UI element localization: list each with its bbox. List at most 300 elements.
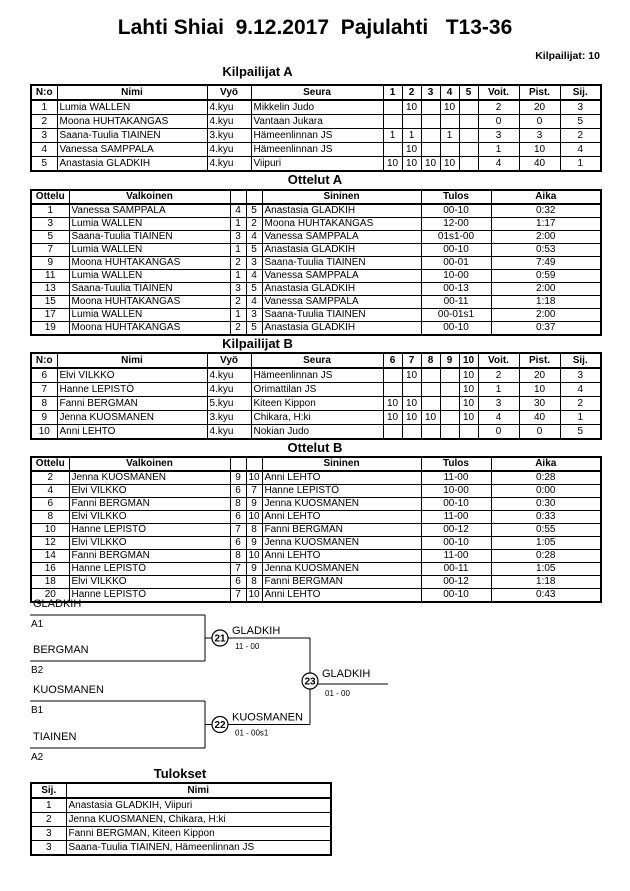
white-competitor-cell: Fanni BERGMAN (69, 550, 230, 563)
result-cell: 00-10 (421, 244, 491, 257)
white-number-cell: 6 (230, 485, 246, 498)
white-number-cell: 7 (230, 589, 246, 603)
result-cell: 00-01s1 (421, 309, 491, 322)
result-grid-cell (459, 425, 478, 440)
result-cell: 00-12 (421, 576, 491, 589)
white-competitor-cell: Hanne LEPISTÖ (69, 589, 230, 603)
white-competitor-cell: Moona HUHTAKANGAS (69, 322, 230, 336)
blue-competitor-cell: Anni LEHTO (262, 471, 421, 485)
column-header: Aika (491, 190, 601, 204)
blue-number-cell: 5 (246, 322, 262, 336)
white-competitor-cell: Fanni BERGMAN (69, 498, 230, 511)
competitor-club: Chikara, H:ki (251, 411, 383, 425)
blue-competitor-cell: Vanessa SAMPPALA (262, 231, 421, 244)
bracket-team-name: KUOSMANEN (33, 684, 104, 696)
result-grid-cell (459, 129, 478, 143)
time-cell: 1:05 (491, 537, 601, 550)
column-header: 2 (402, 85, 421, 100)
competitor-row (31, 115, 601, 129)
result-grid-cell: 10 (402, 397, 421, 411)
column-header (230, 457, 246, 471)
result-grid-cell: 10 (459, 397, 478, 411)
result-grid-cell: 10 (402, 157, 421, 172)
time-cell: 2:00 (491, 309, 601, 322)
match-row (31, 322, 601, 336)
white-number-cell: 9 (230, 471, 246, 485)
result-name-cell: Jenna KUOSMANEN, Chikara, H:ki (66, 813, 331, 827)
match-row (31, 524, 601, 537)
white-number-cell: 7 (230, 524, 246, 537)
match-row (31, 498, 601, 511)
placement-cell: 2 (560, 397, 601, 411)
result-grid-cell (459, 157, 478, 172)
column-header (246, 457, 262, 471)
bracket-team-name: GLADKIH (33, 598, 82, 610)
column-header: 6 (383, 353, 402, 368)
placement-cell: 2 (560, 129, 601, 143)
result-grid-cell: 10 (402, 411, 421, 425)
column-header: N:o (31, 85, 57, 100)
placement-cell: 3 (31, 841, 66, 856)
bracket-team-name: TIAINEN (33, 731, 77, 743)
match-row (31, 270, 601, 283)
white-competitor-cell: Hanne LEPISTÖ (69, 524, 230, 537)
result-grid-cell: 10 (440, 157, 459, 172)
result-cell: 00-11 (421, 563, 491, 576)
column-header: Pist. (519, 85, 560, 100)
competitor-club: Hämeenlinnan JS (251, 368, 383, 383)
match-row (31, 283, 601, 296)
competitor-belt: 4.kyu (207, 143, 251, 157)
result-cell: 10-00 (421, 485, 491, 498)
column-header: Pist. (519, 353, 560, 368)
table-header-row (31, 190, 601, 204)
competitor-club: Hämeenlinnan JS (251, 129, 383, 143)
blue-competitor-cell: Jenna KUOSMANEN (262, 537, 421, 550)
result-grid-cell (440, 143, 459, 157)
time-cell: 0:59 (491, 270, 601, 283)
column-header: Seura (251, 353, 383, 368)
white-competitor-cell: Elvi VILKKO (69, 485, 230, 498)
time-cell: 0:00 (491, 485, 601, 498)
result-cell: 11-00 (421, 550, 491, 563)
bracket-winner-name: KUOSMANEN (232, 711, 303, 724)
result-grid-cell: 10 (402, 100, 421, 115)
match-row (31, 471, 601, 485)
competitor-club: Orimattilan JS (251, 383, 383, 397)
competitor-club: Hämeenlinnan JS (251, 143, 383, 157)
white-number-cell: 4 (230, 204, 246, 218)
competitor-name: Jenna KUOSMANEN (57, 411, 207, 425)
white-competitor-cell: Lumia WALLEN (69, 218, 230, 231)
result-grid-cell: 10 (459, 383, 478, 397)
result-grid-cell: 1 (440, 129, 459, 143)
result-grid-cell: 10 (440, 100, 459, 115)
match-number: 22 (214, 720, 226, 731)
column-header: Voit. (478, 353, 519, 368)
column-header: 10 (459, 353, 478, 368)
bracket-seed: B1 (31, 705, 44, 716)
match-number-cell: 11 (31, 270, 69, 283)
white-number-cell: 1 (230, 218, 246, 231)
competitor-name: Elvi VILKKO (57, 368, 207, 383)
competitor-belt: 3.kyu (207, 411, 251, 425)
match-number-cell: 1 (31, 204, 69, 218)
result-grid-cell (383, 100, 402, 115)
match-number-cell: 4 (31, 485, 69, 498)
section-title-kilpailijat-a: Kilpailijat A (222, 64, 293, 79)
competitor-name: Vanessa SAMPPALA (57, 143, 207, 157)
result-cell: 00-10 (421, 322, 491, 336)
result-grid-cell: 10 (383, 397, 402, 411)
result-grid-cell: 10 (383, 157, 402, 172)
white-competitor-cell: Saana-Tuulia TIAINEN (69, 283, 230, 296)
blue-number-cell: 9 (246, 563, 262, 576)
white-competitor-cell: Elvi VILKKO (69, 537, 230, 550)
blue-number-cell: 2 (246, 218, 262, 231)
white-competitor-cell: Lumia WALLEN (69, 309, 230, 322)
result-row (31, 798, 331, 813)
blue-number-cell: 7 (246, 485, 262, 498)
result-grid-cell: 10 (459, 368, 478, 383)
placement-cell: 4 (560, 143, 601, 157)
blue-number-cell: 10 (246, 471, 262, 485)
white-competitor-cell: Saana-Tuulia TIAINEN (69, 231, 230, 244)
time-cell: 0:33 (491, 511, 601, 524)
white-competitor-cell: Elvi VILKKO (69, 511, 230, 524)
column-header: Nimi (57, 85, 207, 100)
bracket-diagram (25, 593, 405, 765)
match-number-cell: 2 (31, 471, 69, 485)
result-grid-cell: 10 (383, 411, 402, 425)
bracket-score: 01 - 00 (325, 689, 350, 698)
match-number-cell: 17 (31, 309, 69, 322)
white-number-cell: 1 (230, 309, 246, 322)
match-row (31, 231, 601, 244)
column-header: Vyö (207, 85, 251, 100)
wins-cell: 4 (478, 157, 519, 172)
result-grid-cell (421, 115, 440, 129)
time-cell: 0:43 (491, 589, 601, 603)
ottelut-b-table (30, 456, 602, 603)
result-grid-cell: 10 (459, 411, 478, 425)
competitor-belt: 4.kyu (207, 115, 251, 129)
column-header: Nimi (57, 353, 207, 368)
white-number-cell: 6 (230, 537, 246, 550)
match-number-cell: 6 (31, 498, 69, 511)
blue-competitor-cell: Fanni BERGMAN (262, 524, 421, 537)
competitors-count: Kilpailijat: 10 (535, 50, 600, 62)
match-number-cell: 20 (31, 589, 69, 603)
blue-competitor-cell: Anastasia GLADKIH (262, 244, 421, 257)
blue-number-cell: 10 (246, 511, 262, 524)
result-grid-cell: 1 (383, 129, 402, 143)
time-cell: 0:28 (491, 471, 601, 485)
result-grid-cell (383, 368, 402, 383)
tulokset-table (30, 782, 332, 856)
result-cell: 00-10 (421, 204, 491, 218)
placement-cell: 3 (560, 368, 601, 383)
blue-number-cell: 4 (246, 270, 262, 283)
white-number-cell: 2 (230, 296, 246, 309)
time-cell: 1:18 (491, 576, 601, 589)
competitor-club: Vantaan Jukara (251, 115, 383, 129)
blue-competitor-cell: Hanne LEPISTÖ (262, 485, 421, 498)
white-number-cell: 1 (230, 244, 246, 257)
column-header: Sininen (262, 190, 421, 204)
bracket-team-name: BERGMAN (33, 644, 89, 656)
match-number-cell: 13 (31, 283, 69, 296)
competitor-number: 5 (31, 157, 57, 172)
result-cell: 00-12 (421, 524, 491, 537)
blue-number-cell: 8 (246, 576, 262, 589)
match-number-cell: 9 (31, 257, 69, 270)
result-grid-cell (440, 383, 459, 397)
white-number-cell: 3 (230, 231, 246, 244)
kilpailijat-a-table (30, 84, 602, 172)
kilpailijat-b-table (30, 352, 602, 440)
competitor-club: Nokian Judo (251, 425, 383, 440)
column-header: 7 (402, 353, 421, 368)
result-grid-cell (440, 411, 459, 425)
white-competitor-cell: Jenna KUOSMANEN (69, 471, 230, 485)
result-cell: 01s1-00 (421, 231, 491, 244)
blue-competitor-cell: Jenna KUOSMANEN (262, 498, 421, 511)
white-number-cell: 2 (230, 322, 246, 336)
competitor-row (31, 143, 601, 157)
white-competitor-cell: Lumia WALLEN (69, 270, 230, 283)
points-cell: 3 (519, 129, 560, 143)
match-number-cell: 18 (31, 576, 69, 589)
placement-cell: 1 (560, 411, 601, 425)
blue-competitor-cell: Anni LEHTO (262, 511, 421, 524)
match-row (31, 563, 601, 576)
result-grid-cell (459, 100, 478, 115)
blue-competitor-cell: Anni LEHTO (262, 550, 421, 563)
competitor-number: 3 (31, 129, 57, 143)
blue-competitor-cell: Anastasia GLADKIH (262, 204, 421, 218)
competitor-number: 8 (31, 397, 57, 411)
wins-cell: 3 (478, 397, 519, 411)
time-cell: 0:32 (491, 204, 601, 218)
blue-competitor-cell: Saana-Tuulia TIAINEN (262, 257, 421, 270)
white-number-cell: 1 (230, 270, 246, 283)
white-number-cell: 8 (230, 498, 246, 511)
column-header: 4 (440, 85, 459, 100)
placement-cell: 5 (560, 115, 601, 129)
result-grid-cell (459, 143, 478, 157)
result-grid-cell (421, 397, 440, 411)
competitor-number: 9 (31, 411, 57, 425)
column-header: 8 (421, 353, 440, 368)
result-cell: 12-00 (421, 218, 491, 231)
result-cell: 11-00 (421, 511, 491, 524)
points-cell: 10 (519, 143, 560, 157)
column-header: Sij. (560, 353, 601, 368)
column-header (246, 190, 262, 204)
result-cell: 10-00 (421, 270, 491, 283)
time-cell: 1:05 (491, 563, 601, 576)
result-cell: 00-01 (421, 257, 491, 270)
competitor-number: 2 (31, 115, 57, 129)
wins-cell: 0 (478, 425, 519, 440)
points-cell: 40 (519, 157, 560, 172)
result-grid-cell (421, 425, 440, 440)
competitor-belt: 4.kyu (207, 383, 251, 397)
competitor-number: 7 (31, 383, 57, 397)
time-cell: 0:28 (491, 550, 601, 563)
bracket-winner-name: GLADKIH (232, 625, 281, 637)
blue-competitor-cell: Saana-Tuulia TIAINEN (262, 309, 421, 322)
result-grid-cell (440, 368, 459, 383)
result-row (31, 841, 331, 856)
blue-number-cell: 8 (246, 524, 262, 537)
points-cell: 20 (519, 368, 560, 383)
blue-number-cell: 5 (246, 244, 262, 257)
result-row (31, 813, 331, 827)
match-row (31, 537, 601, 550)
result-cell: 00-11 (421, 296, 491, 309)
table-header-row (31, 353, 601, 368)
bracket-seed: B2 (31, 665, 44, 676)
placement-cell: 5 (560, 425, 601, 440)
bracket-seed: A2 (31, 752, 44, 763)
white-competitor-cell: Hanne LEPISTÖ (69, 563, 230, 576)
section-title-ottelut-a: Ottelut A (287, 172, 343, 187)
result-grid-cell (383, 143, 402, 157)
blue-competitor-cell: Jenna KUOSMANEN (262, 563, 421, 576)
time-cell: 0:37 (491, 322, 601, 336)
result-cell: 00-10 (421, 537, 491, 550)
blue-number-cell: 9 (246, 498, 262, 511)
blue-number-cell: 9 (246, 537, 262, 550)
blue-competitor-cell: Moona HUHTAKANGAS (262, 218, 421, 231)
result-grid-cell (383, 383, 402, 397)
column-header: Valkoinen (69, 190, 230, 204)
result-grid-cell (402, 383, 421, 397)
match-number-cell: 19 (31, 322, 69, 336)
column-header: Aika (491, 457, 601, 471)
time-cell: 7:49 (491, 257, 601, 270)
competitor-name: Fanni BERGMAN (57, 397, 207, 411)
wins-cell: 2 (478, 368, 519, 383)
blue-number-cell: 3 (246, 309, 262, 322)
result-grid-cell: 1 (402, 129, 421, 143)
blue-competitor-cell: Vanessa SAMPPALA (262, 270, 421, 283)
competitor-name: Saana-Tuulia TIAINEN (57, 129, 207, 143)
match-number: 23 (304, 676, 316, 688)
wins-cell: 3 (478, 129, 519, 143)
blue-competitor-cell: Anastasia GLADKIH (262, 322, 421, 336)
bracket-score: 01 - 00s1 (235, 728, 269, 738)
result-grid-cell (402, 115, 421, 129)
placement-cell: 3 (31, 827, 66, 841)
time-cell: 0:53 (491, 244, 601, 257)
competitor-number: 1 (31, 100, 57, 115)
column-header: 3 (421, 85, 440, 100)
white-number-cell: 7 (230, 563, 246, 576)
placement-cell: 1 (560, 157, 601, 172)
time-cell: 1:17 (491, 218, 601, 231)
blue-competitor-cell: Anni LEHTO (262, 589, 421, 603)
match-row (31, 204, 601, 218)
column-header: N:o (31, 353, 57, 368)
column-header: Voit. (478, 85, 519, 100)
competitor-club: Kiteen Kippon (251, 397, 383, 411)
result-grid-cell (421, 368, 440, 383)
blue-number-cell: 10 (246, 589, 262, 603)
points-cell: 20 (519, 100, 560, 115)
blue-competitor-cell: Vanessa SAMPPALA (262, 296, 421, 309)
competitor-row (31, 129, 601, 143)
white-competitor-cell: Vanessa SAMPPALA (69, 204, 230, 218)
blue-number-cell: 4 (246, 296, 262, 309)
match-row (31, 296, 601, 309)
bracket-winner-name: GLADKIH (322, 668, 371, 680)
competitor-number: 10 (31, 425, 57, 440)
result-grid-cell (383, 425, 402, 440)
table-header-row (31, 457, 601, 471)
result-name-cell: Saana-Tuulia TIAINEN, Hämeenlinnan JS (66, 841, 331, 856)
competitor-club: Mikkelin Judo (251, 100, 383, 115)
competitor-number: 6 (31, 368, 57, 383)
white-number-cell: 6 (230, 576, 246, 589)
blue-number-cell: 10 (246, 550, 262, 563)
table-header-row (31, 783, 331, 798)
wins-cell: 1 (478, 383, 519, 397)
white-competitor-cell: Lumia WALLEN (69, 244, 230, 257)
column-header: Ottelu (31, 190, 69, 204)
result-grid-cell (402, 425, 421, 440)
column-header: Sininen (262, 457, 421, 471)
column-header: Sij. (560, 85, 601, 100)
competitor-name: Anastasia GLADKIH (57, 157, 207, 172)
result-cell: 00-10 (421, 589, 491, 603)
result-grid-cell (459, 115, 478, 129)
column-header: Vyö (207, 353, 251, 368)
match-number-cell: 14 (31, 550, 69, 563)
wins-cell: 0 (478, 115, 519, 129)
blue-competitor-cell: Fanni BERGMAN (262, 576, 421, 589)
result-grid-cell (383, 115, 402, 129)
blue-number-cell: 5 (246, 283, 262, 296)
competitor-belt: 4.kyu (207, 368, 251, 383)
column-header: Valkoinen (69, 457, 230, 471)
competitor-name: Anni LEHTO (57, 425, 207, 440)
match-number-cell: 10 (31, 524, 69, 537)
white-competitor-cell: Moona HUHTAKANGAS (69, 296, 230, 309)
result-grid-cell (421, 143, 440, 157)
white-number-cell: 3 (230, 283, 246, 296)
result-grid-cell (440, 397, 459, 411)
result-grid-cell: 10 (421, 157, 440, 172)
white-number-cell: 2 (230, 257, 246, 270)
points-cell: 0 (519, 425, 560, 440)
result-grid-cell (421, 100, 440, 115)
column-header: 1 (383, 85, 402, 100)
time-cell: 2:00 (491, 231, 601, 244)
points-cell: 30 (519, 397, 560, 411)
ottelut-a-table (30, 189, 602, 336)
match-row (31, 244, 601, 257)
white-competitor-cell: Moona HUHTAKANGAS (69, 257, 230, 270)
table-header-row (31, 85, 601, 100)
blue-number-cell: 5 (246, 204, 262, 218)
match-row (31, 485, 601, 498)
match-number-cell: 12 (31, 537, 69, 550)
match-row (31, 576, 601, 589)
result-cell: 11-00 (421, 471, 491, 485)
